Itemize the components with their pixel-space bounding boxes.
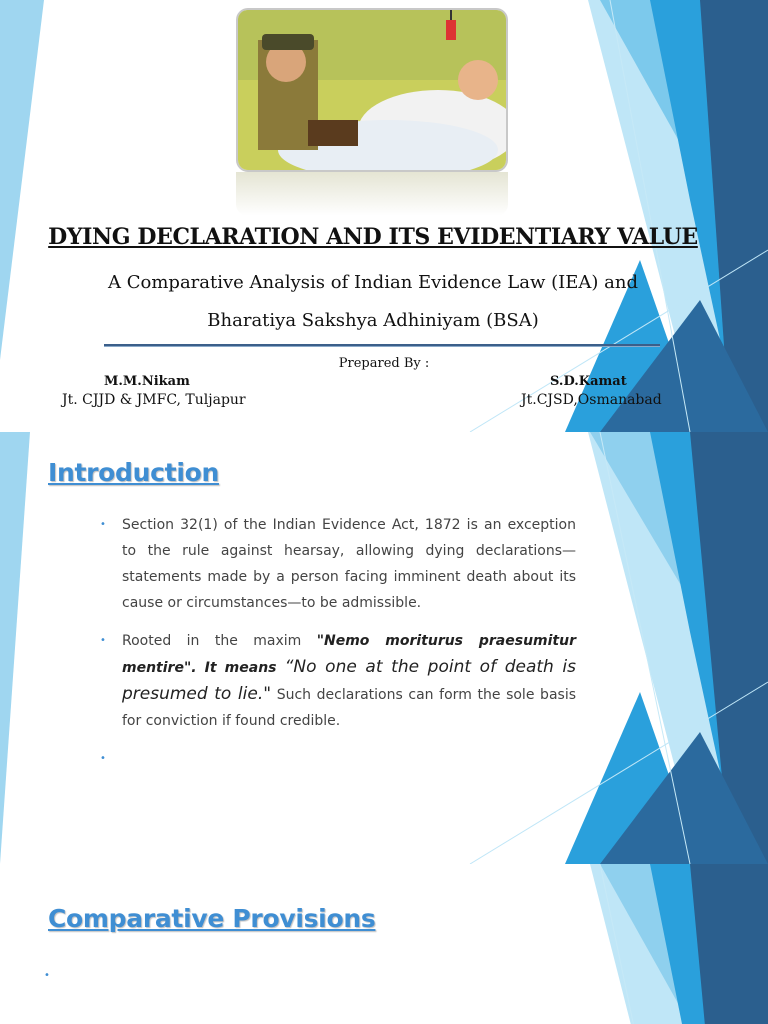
subtitle-line-2: Bharatiya Sakshya Adhiniyam (BSA)	[207, 310, 539, 331]
author-1-name: M.M.Nikam	[104, 374, 190, 389]
illustration-reflection	[236, 172, 508, 216]
bullet-marker: •	[100, 635, 106, 646]
author-2-name: S.D.Kamat	[550, 374, 627, 389]
bullet-marker: •	[44, 970, 50, 981]
bullet-item-empty	[100, 746, 576, 772]
bullet-item	[100, 512, 576, 616]
bullet-item	[100, 628, 576, 734]
maxim-meaning: “No one at the point of death is presumed to lie."	[122, 657, 577, 704]
slide-decoration	[0, 864, 768, 1024]
bullet-marker: •	[100, 519, 106, 530]
author-2-role: Jt.CJSD,Osmanabad	[521, 392, 662, 408]
introduction-bullets	[100, 512, 576, 784]
bullet-text: Section 32(1) of the Indian Evidence Act, 1872 is an exception to the rule against hearsay, allowing dying declarations—statements made by a person facing imminent death about its cause or circumstances—to be admissible.	[122, 517, 576, 611]
comparative-provisions-heading: Comparative Provisions	[48, 904, 376, 933]
author-1-role: Jt. CJJD & JMFC, Tuljapur	[62, 392, 246, 408]
introduction-slide	[0, 432, 768, 864]
subtitle-line-1: A Comparative Analysis of Indian Evidence Law (IEA) and	[108, 272, 638, 293]
maxim-text: "Nemo moriturus praesumitur mentire". It means	[122, 633, 576, 676]
introduction-heading: Introduction	[48, 458, 219, 487]
slide-title: DYING DECLARATION AND ITS EVIDENTIARY VALUE	[48, 224, 698, 250]
bullet-lead-text: Rooted in the maxim	[122, 633, 317, 649]
title-slide	[0, 0, 768, 432]
bullet-tail-text: Such declarations can form the sole basis for conviction if found credible.	[122, 687, 577, 729]
hospital-illustration	[236, 8, 508, 172]
prepared-by-label: Prepared By :	[338, 356, 430, 371]
title-divider	[104, 344, 660, 347]
comparative-provisions-slide	[0, 864, 768, 1024]
bullet-marker: •	[100, 753, 106, 764]
slide-subtitle	[60, 264, 686, 340]
